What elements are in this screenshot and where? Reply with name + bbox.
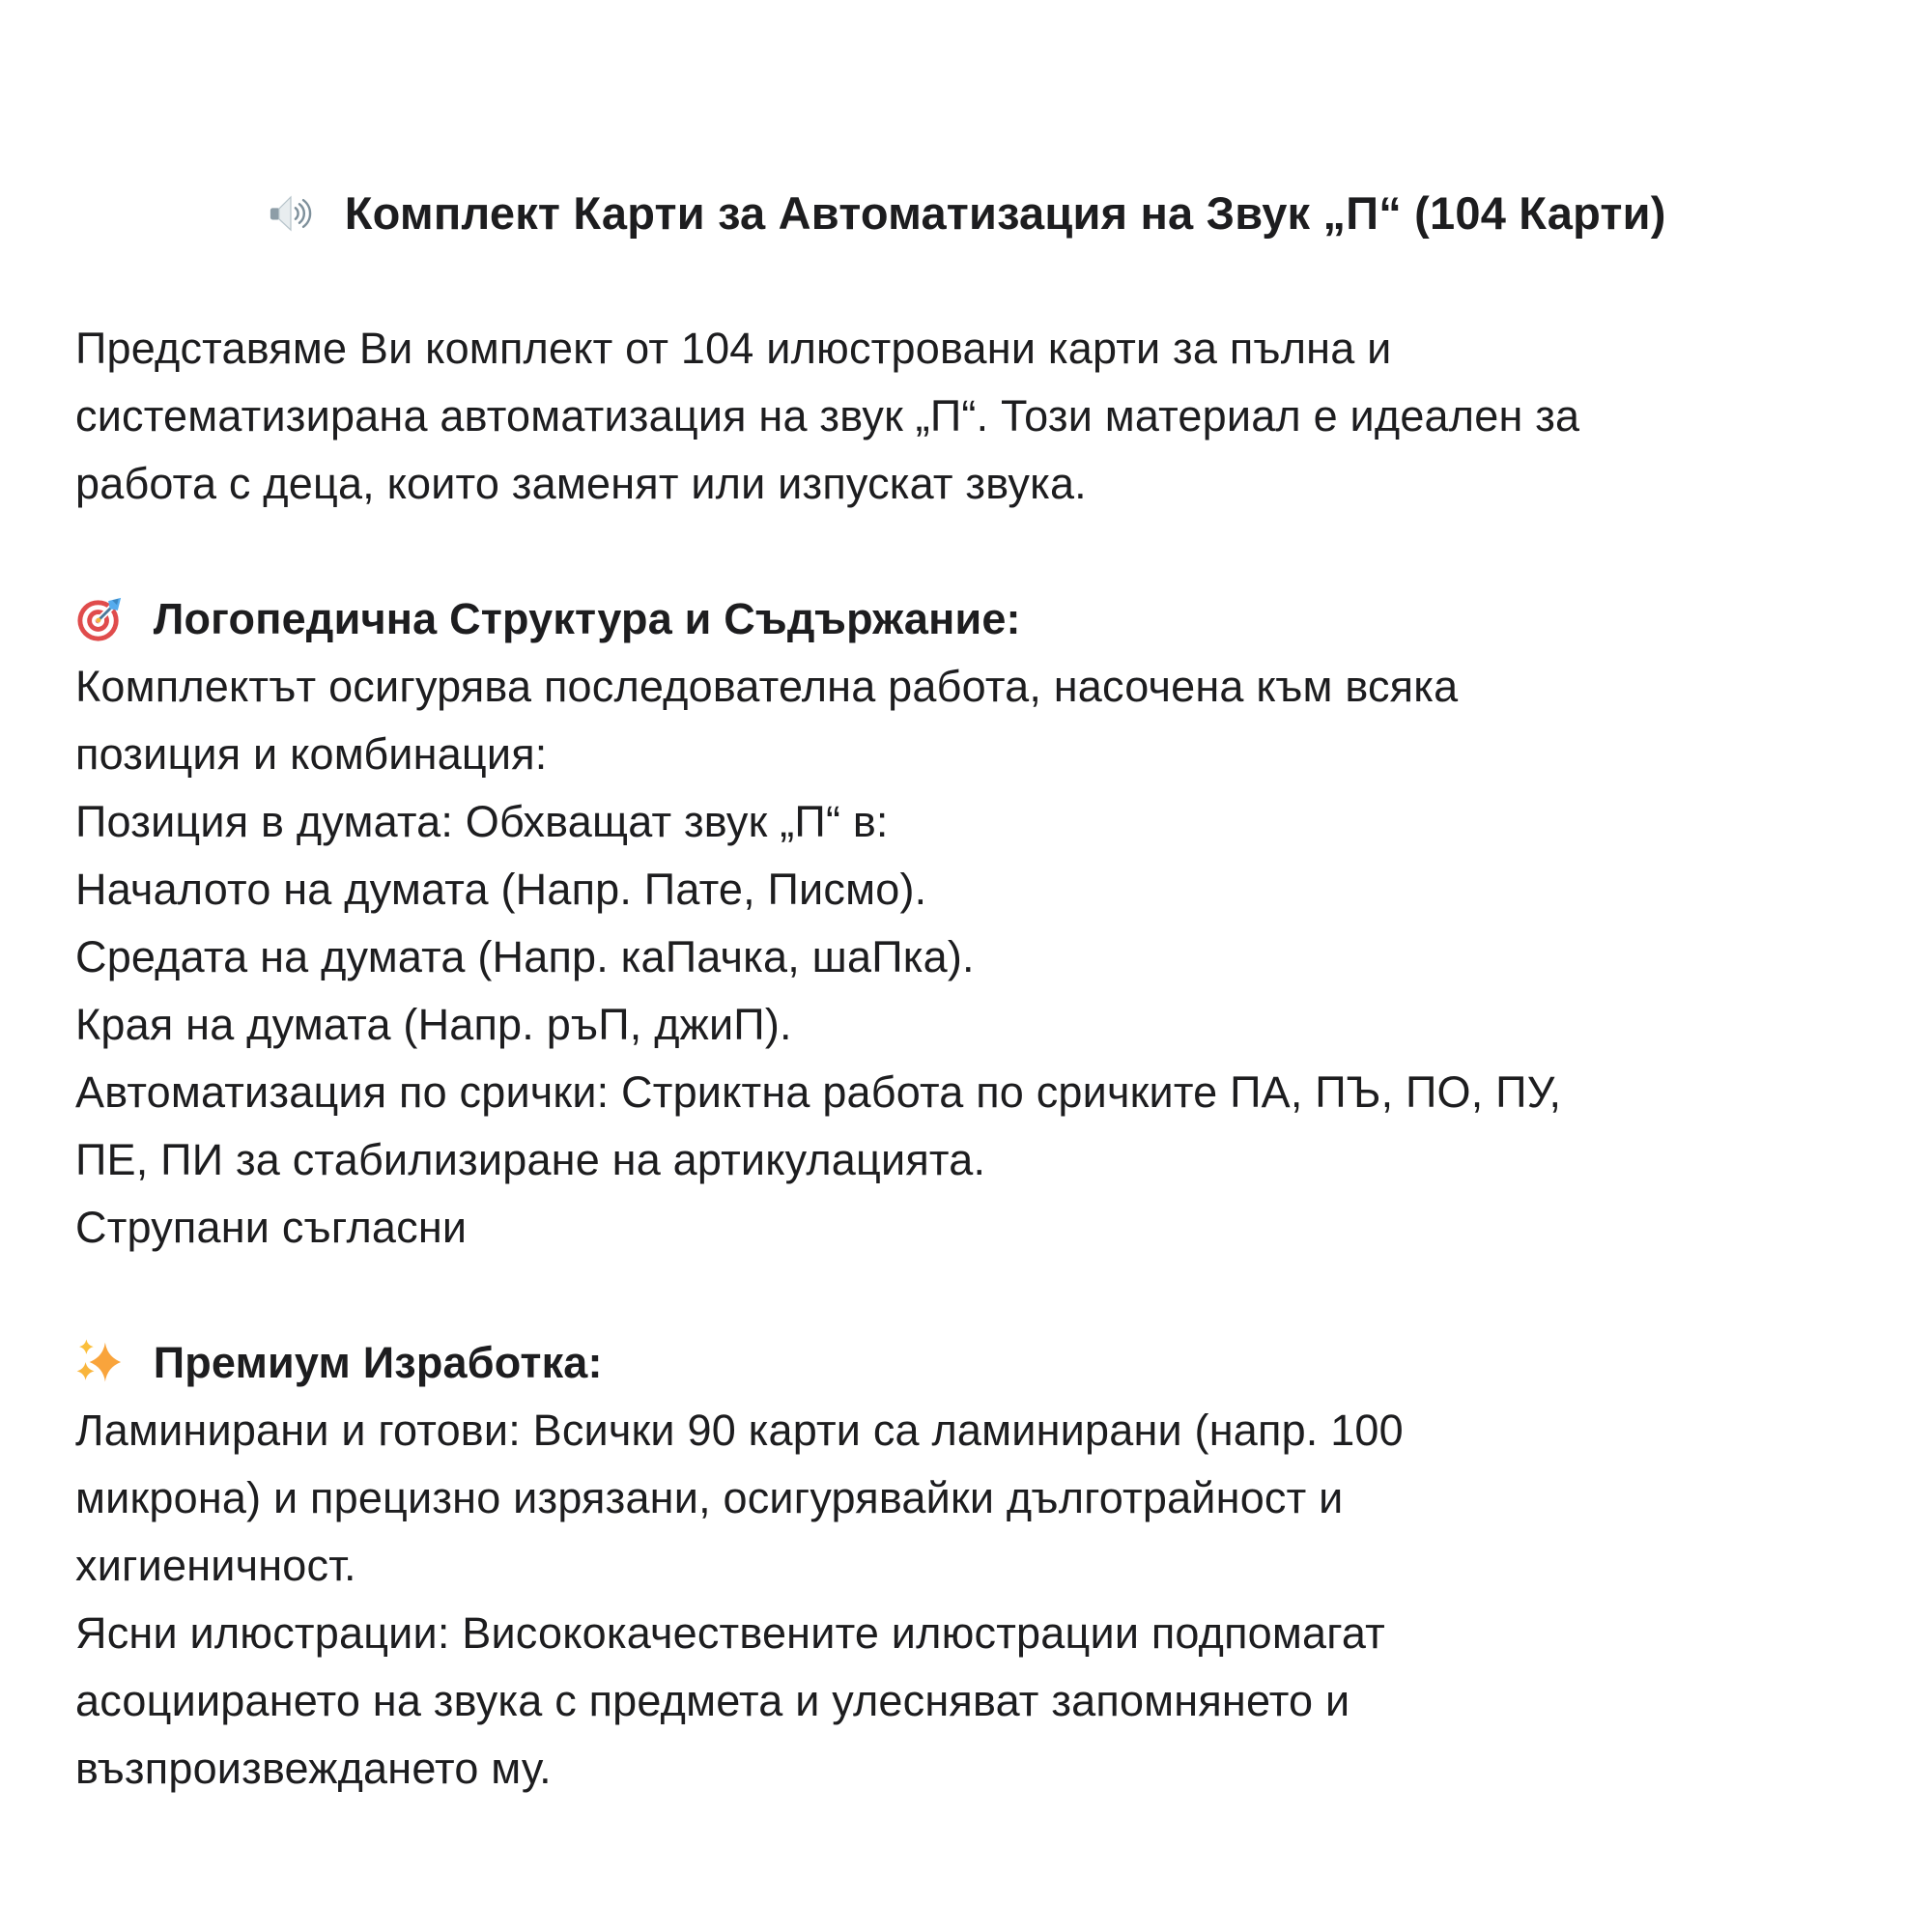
blank-line [75, 247, 1857, 315]
direct-hit-target-icon [75, 593, 126, 643]
sparkles-icon [75, 1337, 126, 1387]
speaker-high-volume-icon [266, 188, 316, 239]
body-text-line: микрона) и прецизно изрязани, осигурявайки дълготрайност и [75, 1473, 1344, 1522]
body-text-line: асоциирането на звука с предмета и улесняват запомнянето и [75, 1676, 1350, 1725]
body-text-line: Позиция в думата: Обхващат звук „П“ в: [75, 797, 889, 846]
intro-text-line: Представяме Ви комплект от 104 илюстровани карти за пълна и [75, 324, 1392, 373]
page-title-text: Комплект Карти за Автоматизация на Звук „П“ (104 Карти) [344, 187, 1666, 239]
body-text-line: Края на думата (Напр. ръП, джиП). [75, 1000, 792, 1049]
body-text-line: позиция и комбинация: [75, 729, 548, 779]
section-heading-premium [75, 1329, 1857, 1397]
body-text-line: Средата на думата (Напр. каПачка, шаПка). [75, 932, 975, 981]
section-heading-text: Логопедична Структура и Съдържание: [153, 594, 1021, 643]
intro-text-line: систематизирана автоматизация на звук „П“. Този материал е идеален за [75, 391, 1580, 440]
section-heading-text: Премиум Изработка: [153, 1338, 603, 1387]
body-text-line: ПЕ, ПИ за стабилизиране на артикулацията. [75, 1135, 986, 1184]
body-text-line: възпроизвеждането му. [75, 1744, 552, 1793]
body-text-line: Началото на думата (Напр. Пате, Писмо). [75, 865, 927, 914]
blank-line [75, 1262, 1857, 1329]
body-text-line: Автоматизация по срички: Стриктна работа по сричките ПА, ПЪ, ПО, ПУ, [75, 1067, 1562, 1117]
body-text-line: Струпани съгласни [75, 1203, 468, 1252]
page-title [75, 180, 1857, 247]
body-text-line: Ясни илюстрации: Висококачествените илюстрации подпомагат [75, 1608, 1385, 1658]
section-heading-structure [75, 585, 1857, 653]
body-text-line: Комплектът осигурява последователна работа, насочена към всяка [75, 662, 1459, 711]
body-text-line: Ламинирани и готови: Всички 90 карти са ламинирани (напр. 100 [75, 1406, 1404, 1455]
blank-line [75, 518, 1857, 585]
intro-text-line: работа с деца, които заменят или изпускат звука. [75, 459, 1087, 508]
body-text-line: хигиеничност. [75, 1541, 356, 1590]
